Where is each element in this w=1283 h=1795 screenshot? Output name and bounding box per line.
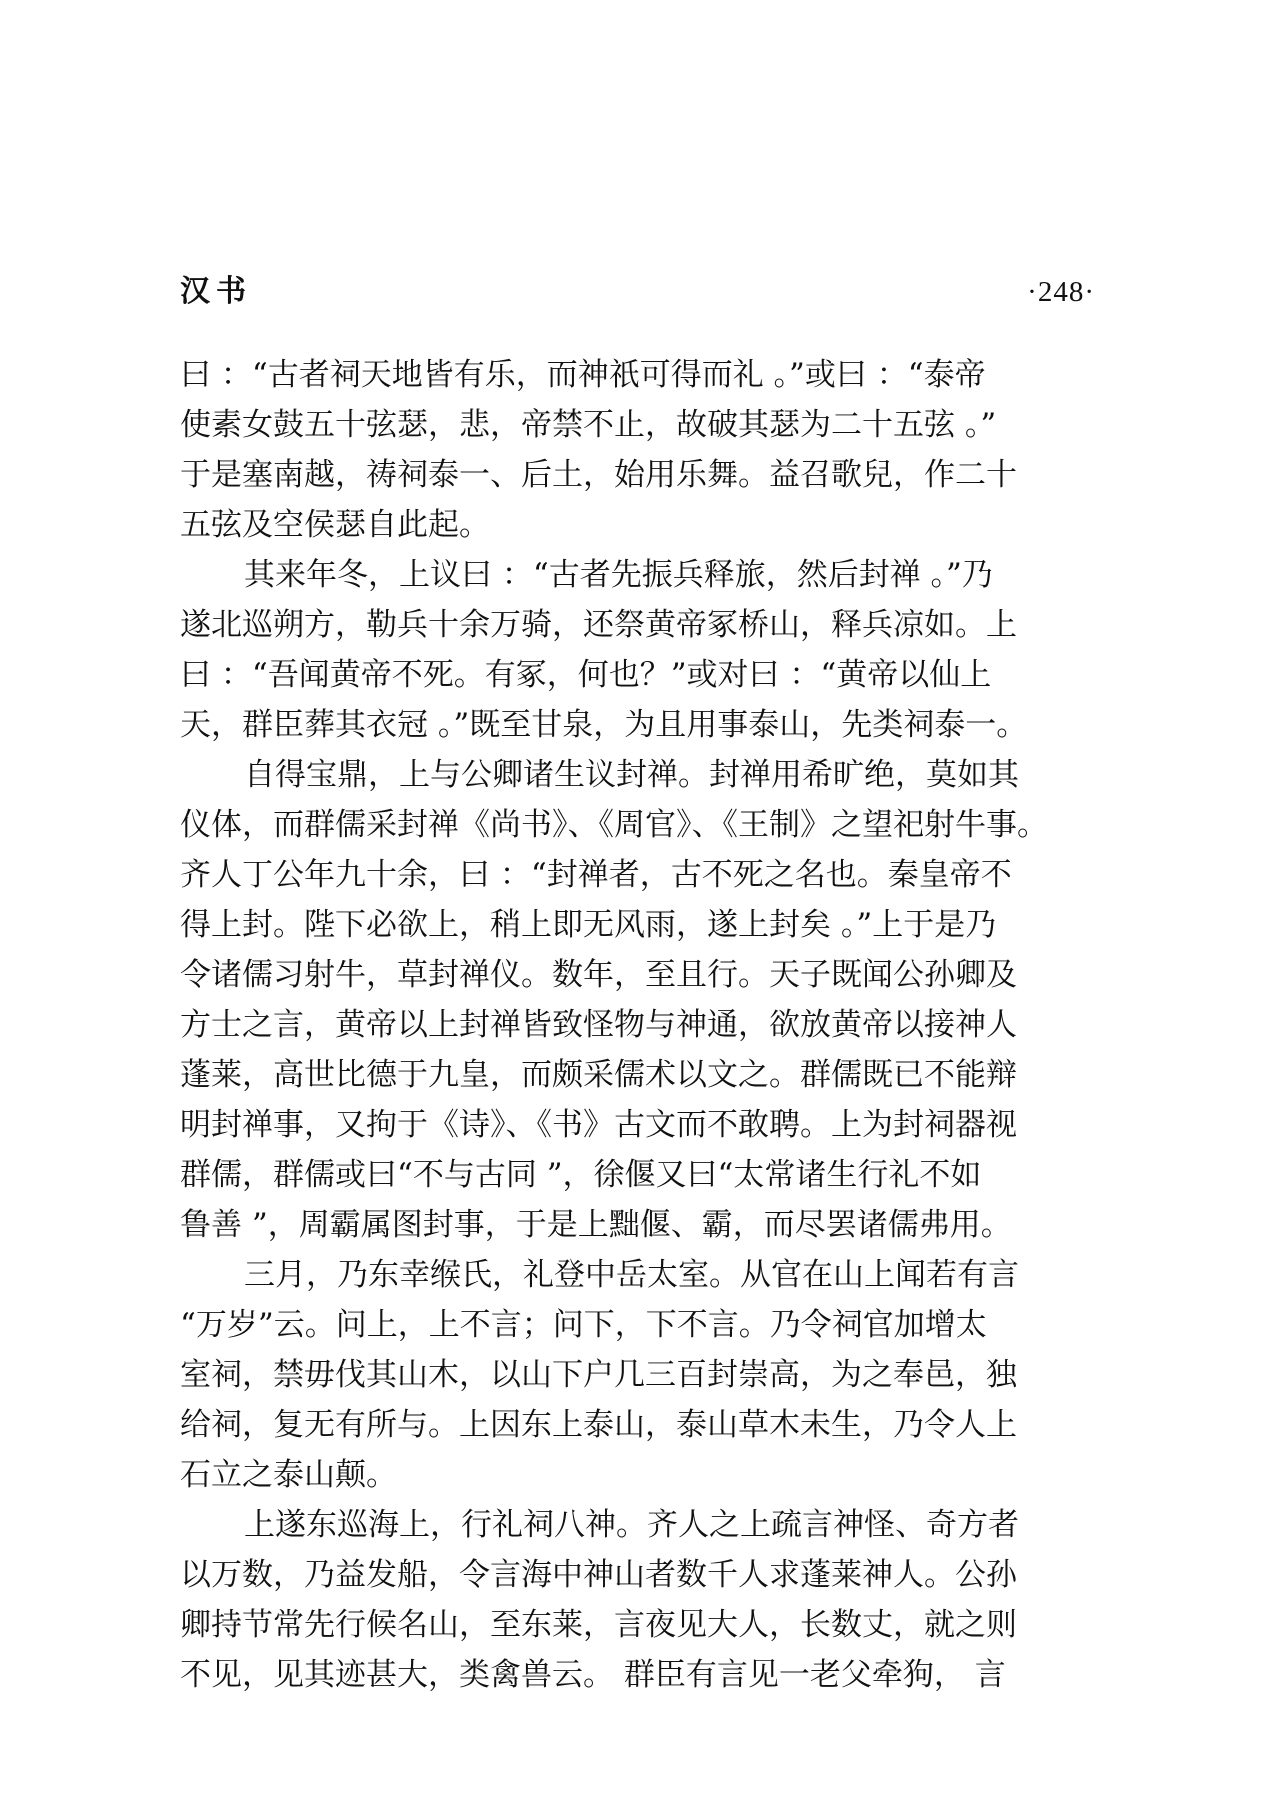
text-line: “万岁”云。问上，上不言；问下，下不言。乃令祠官加增太 bbox=[180, 1307, 987, 1343]
text-line: 得上封。陛下必欲上，稍上即无风雨，遂上封矣 。”上于是乃 bbox=[180, 907, 997, 943]
text-line: 不见，见其迹甚大，类禽兽云。 群臣有言见一老父牵狗， 言 bbox=[180, 1657, 1006, 1693]
text-line: 使素女鼓五十弦瑟，悲，帝禁不止，故破其瑟为二十五弦 。” bbox=[180, 407, 997, 443]
paragraph-first-line: 上遂东巡海上，行礼祠八神。齐人之上疏言神怪、奇方者 bbox=[244, 1507, 1019, 1543]
page-header bbox=[180, 270, 1095, 314]
text-line: 给祠，复无有所与。上因东上泰山，泰山草木未生，乃令人上 bbox=[180, 1407, 1017, 1443]
text-line: 蓬莱，高世比德于九皇，而颇采儒术以文之。群儒既已不能辩 bbox=[180, 1057, 1017, 1093]
book-title: 汉书 bbox=[180, 274, 252, 309]
paragraph-first-line: 三月，乃东幸缑氏，礼登中岳太室。从官在山上闻若有言 bbox=[244, 1257, 1019, 1293]
text-line: 卿持节常先行候名山，至东莱，言夜见大人，长数丈，就之则 bbox=[180, 1607, 1017, 1643]
text-line: 齐人丁公年九十余，曰 ：“封禅者，古不死之名也。秦皇帝不 bbox=[180, 857, 1012, 893]
text-line: 方士之言，黄帝以上封禅皆致怪物与神通，欲放黄帝以接神人 bbox=[180, 1007, 1017, 1043]
text-line: 五弦及空侯瑟自此起。 bbox=[180, 507, 490, 543]
text-line: 仪体，而群儒采封禅《尚书》、《周官》、《王制》之望祀射牛事。 bbox=[180, 807, 1048, 843]
text-line: 鲁善 ”，周霸属图封事，于是上黜偃、霸，而尽罢诸儒弗用。 bbox=[180, 1207, 1012, 1243]
text-line: 明封禅事，又拘于《诗》、《书》古文而不敢聘。上为封祠器视 bbox=[180, 1107, 1017, 1143]
page-number: ·248· bbox=[1027, 276, 1095, 308]
paragraph-first-line: 自得宝鼎，上与公卿诸生议封禅。封禅用希旷绝，莫如其 bbox=[244, 757, 1019, 793]
text-line: 于是塞南越，祷祠泰一、后土，始用乐舞。益召歌兒，作二十 bbox=[180, 457, 1017, 493]
text-line: 室祠，禁毋伐其山木，以山下户几三百封崇高，为之奉邑，独 bbox=[180, 1357, 1017, 1393]
text-line: 曰 ：“古者祠天地皆有乐，而神祇可得而礼 。”或曰 ：“泰帝 bbox=[180, 357, 986, 393]
text-line: 曰 ：“吾闻黄帝不死。有冢，何也？”或对曰 ：“黄帝以仙上 bbox=[180, 657, 992, 693]
body-text bbox=[180, 350, 1100, 1700]
paragraph-first-line: 其来年冬，上议曰 ：“古者先振兵释旅，然后封禅 。”乃 bbox=[244, 557, 993, 593]
text-line: 以万数，乃益发船，令言海中神山者数千人求蓬莱神人。公孙 bbox=[180, 1557, 1017, 1593]
text-line: 天，群臣葬其衣冠 。”既至甘泉，为且用事泰山，先类祠泰一。 bbox=[180, 707, 1028, 743]
text-line: 令诸儒习射牛，草封禅仪。数年，至且行。天子既闻公孙卿及 bbox=[180, 957, 1017, 993]
text-line: 石立之泰山颠。 bbox=[180, 1457, 397, 1493]
text-line: 群儒，群儒或曰“不与古同 ”，徐偃又曰“太常诸生行礼不如 bbox=[180, 1157, 982, 1193]
text-line: 遂北巡朔方，勒兵十余万骑，还祭黄帝冢桥山，释兵凉如。上 bbox=[180, 607, 1017, 643]
